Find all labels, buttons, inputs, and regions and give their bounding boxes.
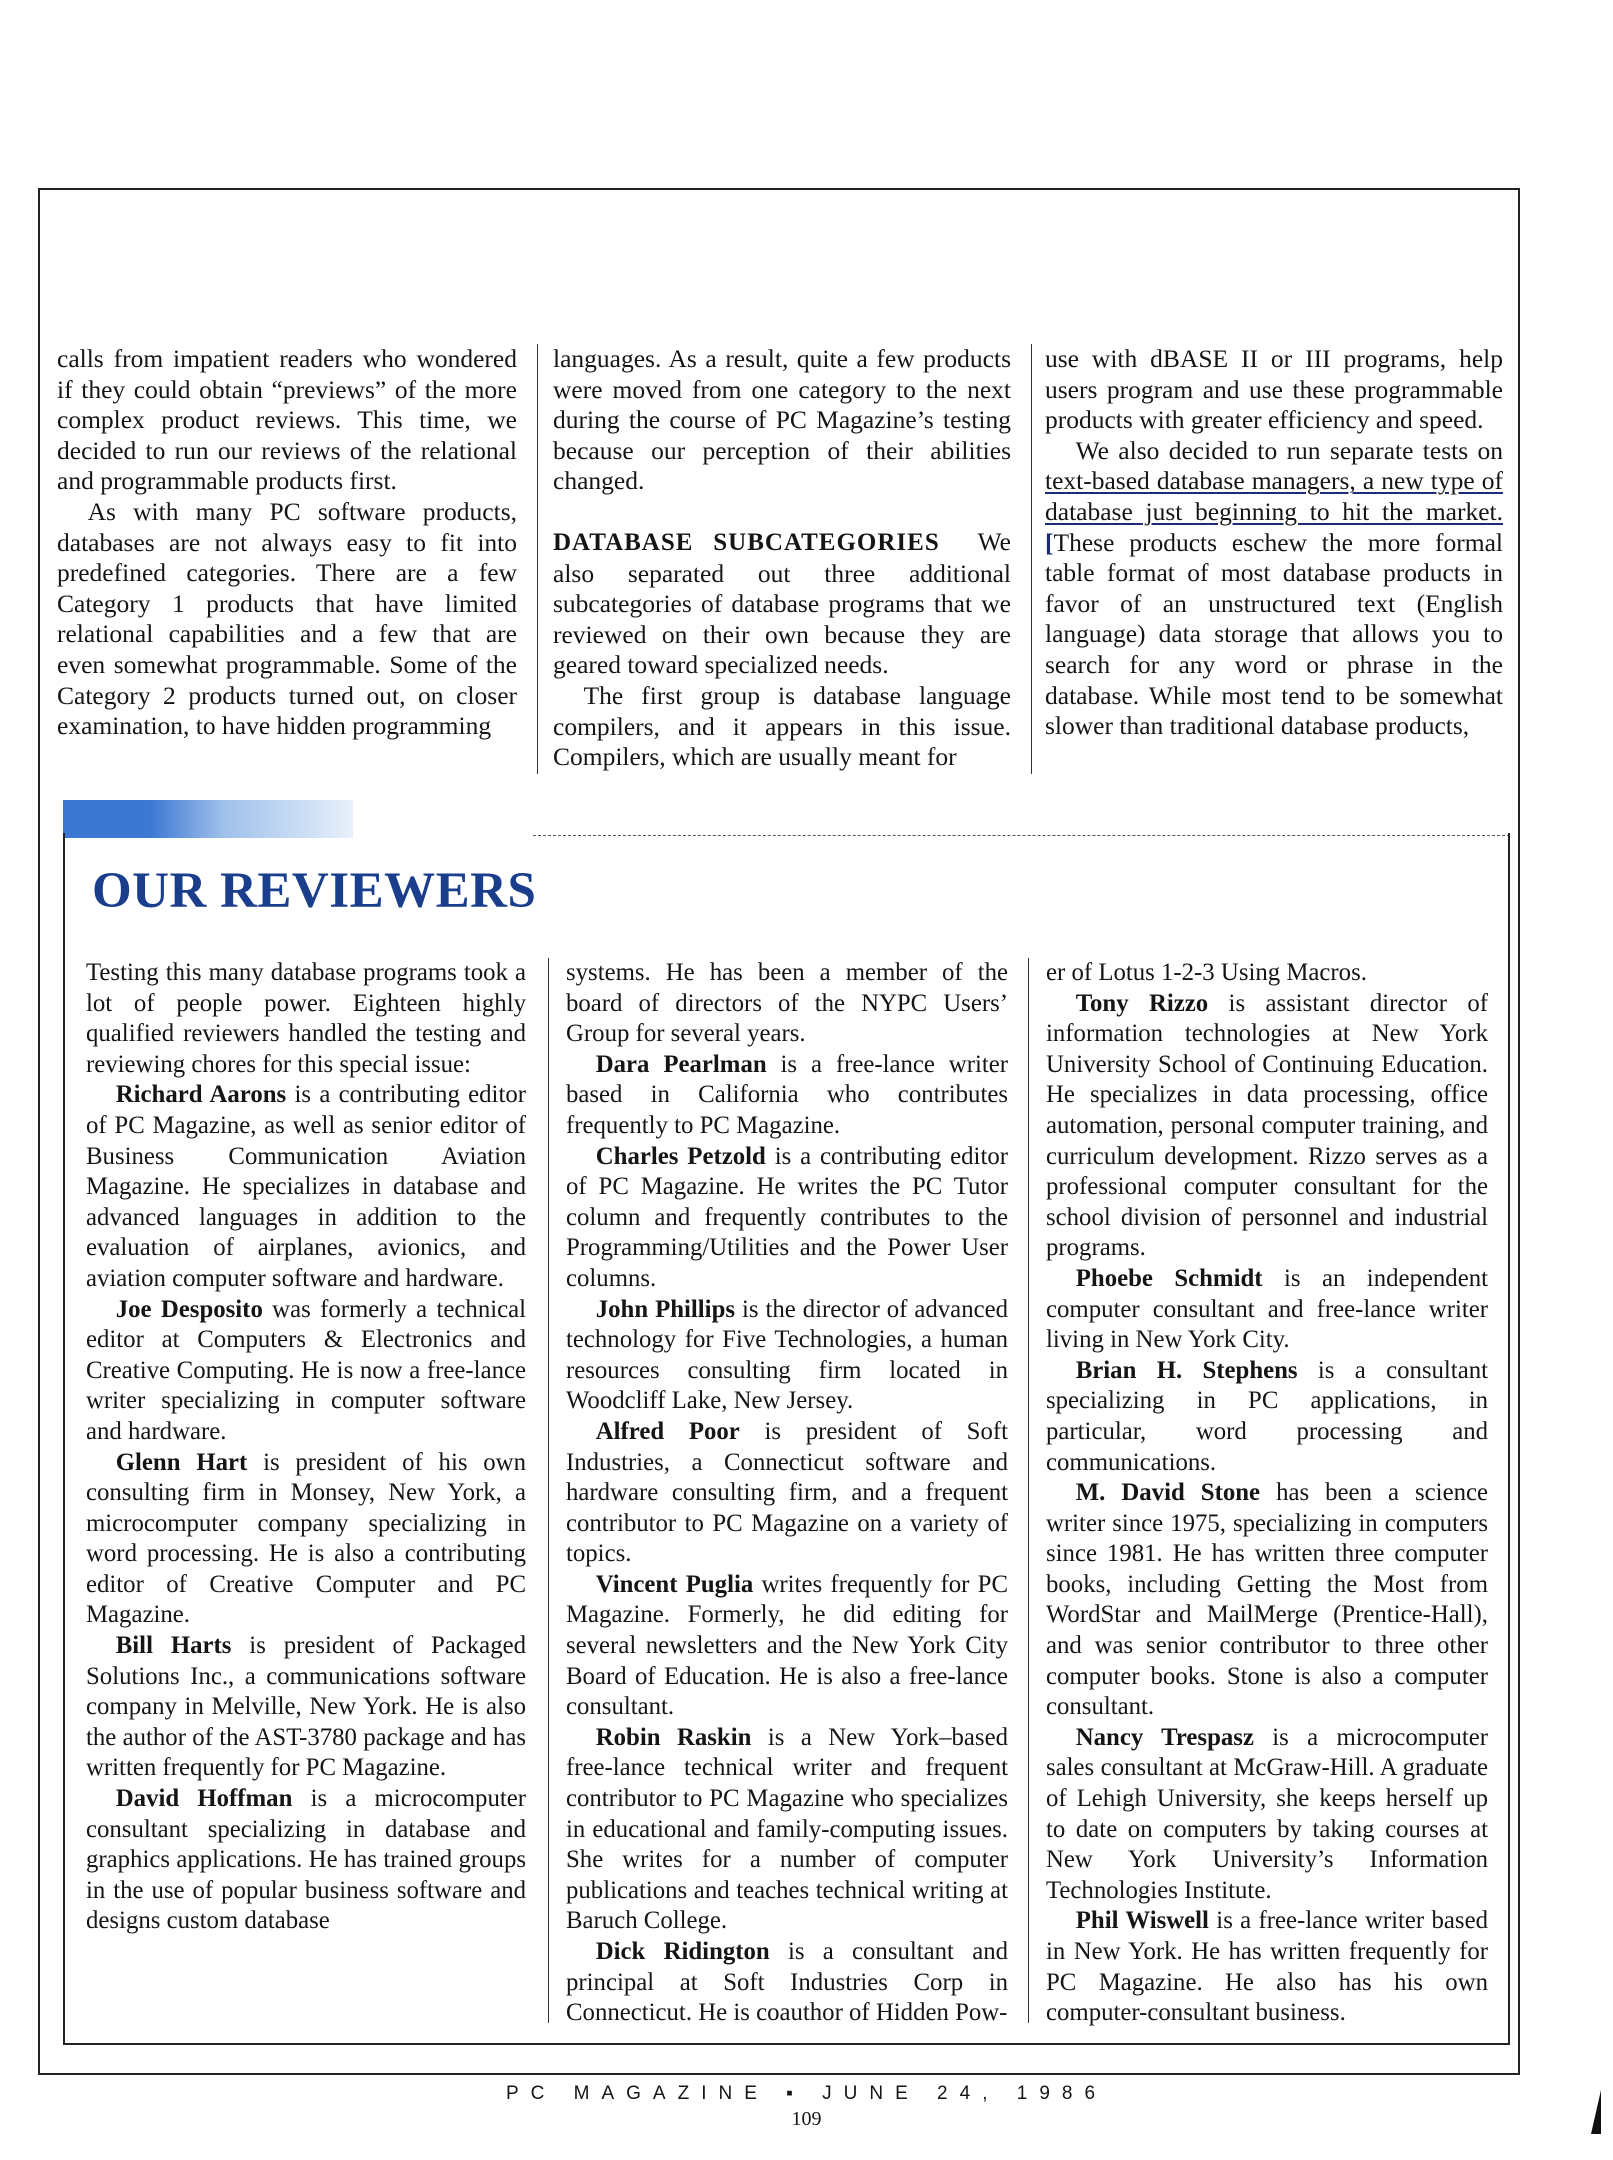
reviewer-bio-text: writes frequently for PC Magazine. Formerly, he did editing for several newsletters and the New York City Board of Education. He is also a free-lance consultant. — [566, 1570, 1008, 1721]
reviewer-bio — [566, 1417, 1008, 1570]
column-rule — [537, 344, 538, 774]
intro-column-1 — [57, 344, 517, 742]
reviewer-bio-text: is a consultant specializing in PC applications, in particular, word processing and communications. — [1046, 1356, 1488, 1476]
handwritten-underline-annotation: text-based database managers, a new type of database just beginning to hit the market. — [1045, 466, 1503, 526]
reviewer-name: Brian H. Stephens — [1075, 1356, 1298, 1384]
reviewer-name: Richard Aarons — [115, 1081, 287, 1109]
column-rule — [1031, 344, 1032, 774]
reviewer-bio-text: is a free-lance writer based in New York. He has written frequently for PC Magazine. He also has his own computer-consultant business. — [1046, 1907, 1488, 2027]
intro-col3-para-2-end: These products eschew the more formal table format of most database products in favor of an unstructured text (English language) data storage that allows you to search for any word or phrase in the database. While most tend to be somewhat slower than traditional database products, — [1045, 527, 1503, 741]
reviewer-bio — [566, 1295, 1008, 1417]
intro-column-2 — [553, 344, 1011, 773]
reviewer-name: Robin Raskin — [595, 1723, 752, 1751]
reviewer-name: Bill Harts — [115, 1632, 232, 1660]
reviewer-name: Phil Wiswell — [1075, 1907, 1209, 1935]
reviewer-bio — [566, 1142, 1008, 1295]
reviewer-name: Phoebe Schmidt — [1075, 1264, 1263, 1292]
column-rule — [1028, 958, 1029, 2023]
intro-col2-para-2-text: We also separated out three additional subcategories of database programs that we reviewed on their own because they are geared toward specialized needs. — [553, 526, 1011, 680]
reviewer-name: Tony Rizzo — [1075, 989, 1209, 1017]
reviewer-name: Vincent Puglia — [595, 1570, 754, 1598]
intro-col3-para-2 — [1045, 436, 1503, 742]
reviewer-name: Nancy Trespasz — [1075, 1723, 1254, 1751]
magazine-footer: PC MAGAZINE ▪ JUNE 24, 1986 — [505, 2083, 1108, 2104]
reviewer-bio — [1046, 1906, 1488, 2028]
reviewer-bio-text: is president of Soft Industries, a Connecticut software and hardware consulting firm, and a frequent contributor to PC Magazine on a variety of topics. — [566, 1417, 1008, 1568]
reviewer-bio-text: is a consultant and principal at Soft Industries Corp in Connecticut. He is coauthor of Hidden Pow- — [566, 1938, 1009, 2027]
reviewer-bio-text: is an independent computer consultant and free-lance writer living in New York City. — [1046, 1264, 1488, 1354]
reviewer-name: Alfred Poor — [595, 1417, 740, 1445]
reviewer-name: M. David Stone — [1075, 1479, 1261, 1507]
reviewer-bio — [86, 1631, 526, 1784]
sidebar-paragraph: Testing this many database programs took a lot of people power. Eighteen highly qualified reviewers handled the testing and reviewing chores for this special issue: — [86, 959, 526, 1078]
reviewer-bio — [86, 1448, 526, 1632]
corner-mark — [1591, 2090, 1601, 2134]
reviewer-bio — [86, 1784, 526, 1937]
intro-col2-para-3: The first group is database language compilers, and it appears in this issue. Compilers, which are usually meant for — [553, 680, 1011, 772]
reviewer-bio — [1046, 1356, 1488, 1478]
reviewer-bio — [1046, 989, 1488, 1264]
reviewer-bio — [566, 1050, 1008, 1142]
handwritten-bracket-mark: [ — [1045, 527, 1054, 557]
reviewer-name: John Phillips — [595, 1295, 736, 1323]
reviewer-bio-text: is a microcomputer sales consultant at McGraw-Hill. A graduate of Lehigh University, she keeps herself up to date on computers by taking courses at New York University’s Information Technologies Institute. — [1046, 1723, 1489, 1904]
reviewer-bio — [566, 1723, 1008, 1937]
sidebar-paragraph: er of Lotus 1-2-3 Using Macros. — [1046, 959, 1367, 986]
reviewer-bio-text: is president of Packaged Solutions Inc., a communications software company in Melville, New York. He is also the author of the AST-3780 package and has written frequently for PC Magazine. — [86, 1632, 526, 1782]
reviewer-bio-text: is a contributing editor of PC Magazine, as well as senior editor of Business Communication Aviation Magazine. He specializes in database and advanced languages in addition to the evaluation of airplanes, avionics, and aviation computer software and hardware. — [86, 1081, 526, 1292]
reviewer-bio-text: is the director of advanced technology for Five Technologies, a human resources consulting firm located in Woodcliff Lake, New Jersey. — [566, 1295, 1009, 1415]
intro-col2-para-2 — [553, 527, 1011, 681]
reviewer-name: Glenn Hart — [115, 1448, 248, 1476]
intro-col3-para-1: use with dBASE II or III programs, help users program and use these programmable products with greater efficiency and speed. — [1045, 344, 1503, 435]
reviewer-bio — [1046, 1264, 1488, 1356]
page-number: 109 — [791, 2108, 822, 2130]
reviewer-bio-text: has been a science writer since 1975, specializing in computers since 1981. He has written three computer books, including Getting the Most from WordStar and MailMerge (Prentice-Hall), and was senior contributor to three other computer books. Stone is also a computer consultant. — [1046, 1479, 1488, 1721]
reviewer-bio — [1046, 1478, 1488, 1723]
reviewer-bio-text: is assistant director of information technologies at New York University School of Continuing Education. He specializes in data processing, office automation, personal computer training, and curriculum development. Rizzo serves as a professional computer consultant for the school division of personnel and industrial programs. — [1046, 989, 1488, 1262]
reviewer-bio-text: is a microcomputer consultant specializing in database and graphics applications. He has trained groups in the use of popular business software and designs custom database — [86, 1785, 527, 1935]
reviewer-bio — [566, 1937, 1008, 2029]
reviewer-name: Charles Petzold — [595, 1142, 766, 1170]
reviewer-name: Dara Pearlman — [595, 1050, 767, 1078]
reviewer-name: Joe Desposito — [115, 1295, 263, 1323]
reviewer-bio-text: is a free-lance writer based in California who contributes frequently to PC Magazine. — [566, 1050, 1009, 1139]
sidebar-paragraph: systems. He has been a member of the board of directors of the NYPC Users’ Group for several years. — [566, 959, 1008, 1048]
intro-column-3 — [1045, 344, 1503, 742]
reviewer-name: Dick Ridington — [595, 1938, 770, 1965]
intro-col2-para-1: languages. As a result, quite a few products were moved from one category to the next during the course of PC Magazine’s testing because our perception of their abilities changed. — [553, 344, 1011, 496]
column-rule — [548, 958, 549, 2023]
intro-col1-para-1: calls from impatient readers who wondered if they could obtain “previews” of the more complex product reviews. This time, we decided to run our reviews of the relational and programmable products first. — [57, 344, 517, 496]
sidebar-column-1 — [86, 958, 526, 1937]
reviewer-bio — [86, 1080, 526, 1294]
reviewer-bio-text: is a New York–based free-lance technical writer and frequent contributor to PC Magazine who specializes in educational and family-computing issues. She writes for a number of computer publications and teaches technical writing at Baruch College. — [566, 1723, 1008, 1935]
reviewer-name: David Hoffman — [115, 1785, 293, 1813]
reviewer-bio-text: was formerly a technical editor at Computers & Electronics and Creative Computing. He is now a free-lance writer specializing in computer software and hardware. — [86, 1295, 527, 1445]
reviewer-bio-text: is a contributing editor of PC Magazine. He writes the PC Tutor column and frequently contributes to the Programming/Utilities and the Power User columns. — [566, 1142, 1008, 1292]
reviewer-bio — [1046, 1723, 1488, 1907]
sidebar-title: OUR REVIEWERS — [92, 863, 537, 919]
reviewer-bio-text: is president of his own consulting firm in Monsey, New York, a microcomputer company specializing in word processing. He is also a contributing editor of Creative Computer and PC Magazine. — [86, 1448, 526, 1629]
intro-col3-para-2-start: We also decided to run separate tests on — [1075, 435, 1503, 465]
sidebar-column-3 — [1046, 958, 1488, 2029]
reviewer-bio — [566, 1570, 1008, 1723]
section-subhead: DATABASE SUBCATEGORIES — [553, 528, 940, 556]
intro-col1-para-2: As with many PC software products, databases are not always easy to fit into predefined categories. There are a few Category 1 products that have limited relational capabilities and a few that are even somewhat programmable. Some of the Category 2 products turned out, on closer examination, to have hidden programming — [57, 496, 517, 741]
reviewer-bio — [86, 1295, 526, 1448]
sidebar-column-2 — [566, 958, 1008, 2029]
